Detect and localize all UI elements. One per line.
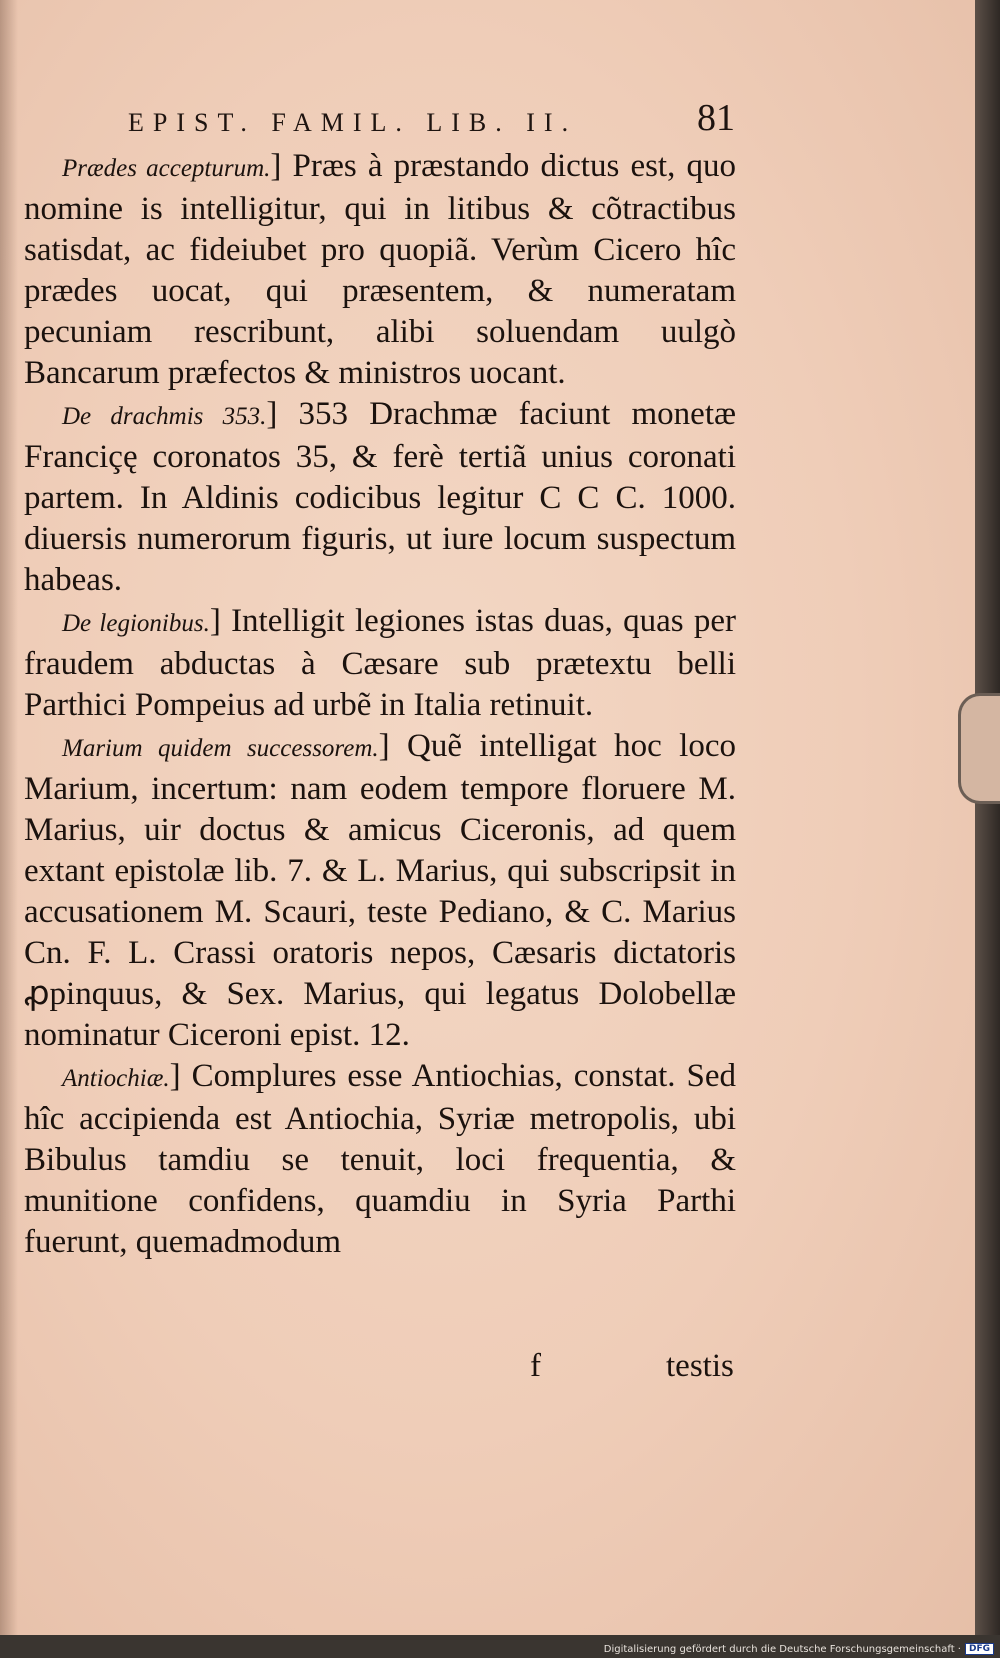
commentary-paragraph xyxy=(24,601,736,726)
commentary-paragraph xyxy=(24,394,736,601)
commentary-paragraph xyxy=(24,146,736,394)
paragraph-text: ] Complures esse Antiochias, constat. Sed hîc accipienda est Antiochia, Syriæ metropolis, ubi Bibulus tamdiu se tenuit, loci frequentia, & munitione confidens, quamdiu in Syria Parthi fuerunt, quemadmodum xyxy=(24,1058,736,1260)
book-fore-edge xyxy=(975,0,1000,1635)
paragraph-text: ] 353 Drachmæ faciunt monetæ Franciçę coronatos 35, & ferè tertiã unius coronati partem. In Aldinis codicibus legitur C C C. 1000. diuersis numerorum figuris, ut iure locum suspectum habeas. xyxy=(24,396,736,598)
paragraph-text: ] Quẽ intelligat hoc loco Marium, incertum: nam eodem tempore floruere M. Marius, uir doctus & amicus Ciceronis, ad quem extant epistolæ lib. 7. & L. Marius, qui subscripsit in accusationem M. Scauri, teste Pediano, & C. Marius Cn. F. L. Crassi oratoris nepos, Cæsaris dictatoris ꝓpinquus, & Sex. Marius, qui legatus Dolobellæ nominatur Ciceroni epist. 12. xyxy=(24,728,736,1053)
lemma: Antiochiæ. xyxy=(62,1065,170,1092)
credit-text: Digitalisierung gefördert durch die Deutsche Forschungsgemeinschaft · xyxy=(603,1643,961,1655)
folio-number: 81 xyxy=(697,97,735,139)
paragraph-text: ] Intelligit legiones istas duas, quas per fraudem abductas à Cæsare sub prætextu belli Parthici Pompeius ad urbẽ in Italia retinuit. xyxy=(24,603,736,723)
catchword: testis xyxy=(666,1348,734,1384)
paragraph-text: ] Præs à præstando dictus est, quo nomine is intelligitur, qui in litibus & cõtractibus satisdat, ac fideiubet pro quopiã. Verùm Cicero hîc prædes uocat, qui præsentem, & numeratam pecuniam rescribunt, alibi soluendam uulgò Bancarum præfectos & ministros uocant. xyxy=(24,148,736,391)
lemma: Prædes accepturum. xyxy=(62,155,271,182)
lemma: De legionibus. xyxy=(62,610,210,637)
lemma: Marium quidem successorem. xyxy=(62,735,379,762)
digitization-credit xyxy=(604,1643,994,1655)
signature-mark: f xyxy=(530,1348,541,1384)
running-title: EPIST. FAMIL. LIB. II. xyxy=(128,108,578,137)
gutter-shadow xyxy=(0,0,18,1635)
dfg-logo: DFG xyxy=(965,1643,994,1655)
book-clasp xyxy=(958,693,1000,804)
lemma: De drachmis 353. xyxy=(62,403,267,430)
commentary-paragraph xyxy=(24,1056,736,1263)
commentary-paragraph xyxy=(24,726,736,1056)
commentary-text xyxy=(24,146,736,1263)
